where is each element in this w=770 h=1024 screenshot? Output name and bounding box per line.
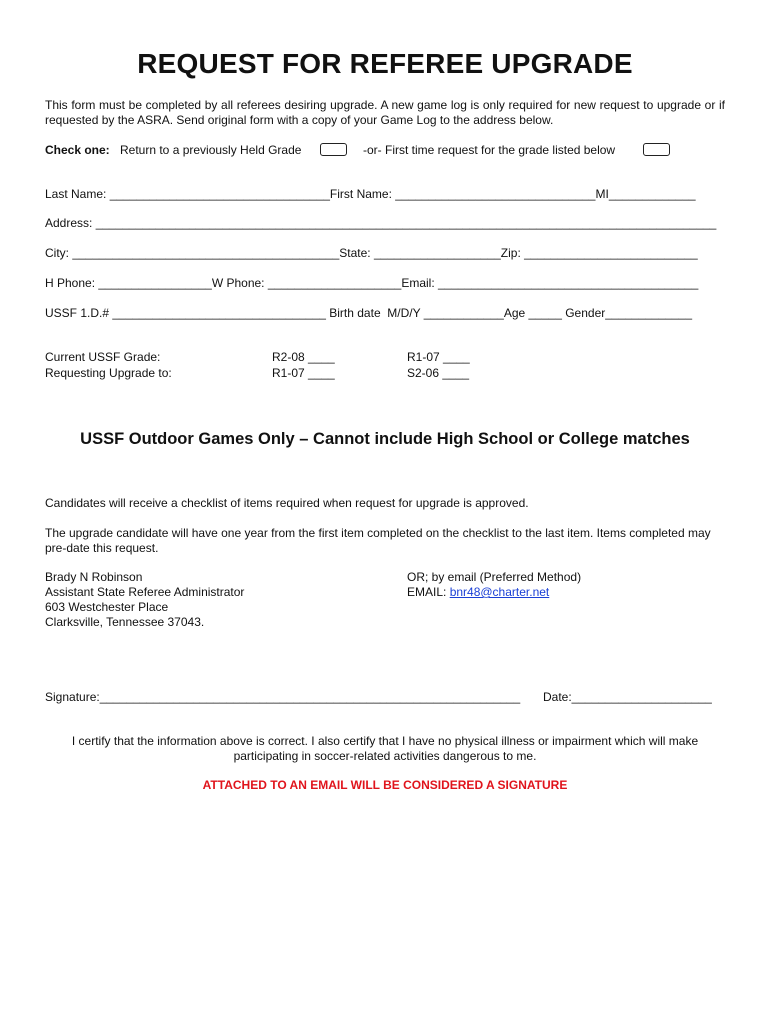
timeline-paragraph: The upgrade candidate will have one year from the first item completed on the checklist to the last item. Items completed may pre-date this request.: [45, 526, 711, 555]
certification-text: I certify that the information above is correct. I also certify that I have no physical illness or impairment which will make participating in soccer-related activities dangerous to me.: [71, 734, 699, 763]
checklist-paragraph: Candidates will receive a checklist of items required when request for upgrade is approved.: [45, 496, 529, 510]
email-method-text: OR; by email (Preferred Method): [407, 570, 582, 584]
check-one-row: [45, 141, 725, 159]
return-previous-grade-checkbox[interactable]: [320, 143, 347, 156]
intro-text: This form must be completed by all referees desiring upgrade. A new game log is only required for new request to upgrade or if requested by the ASRA. Send original form with a copy of your Game Log to the address below.: [45, 98, 725, 127]
first-time-request-checkbox[interactable]: [643, 143, 670, 156]
email-link[interactable]: bnr48@charter.net: [449, 585, 550, 599]
address-city: Clarksville, Tennessee 37043.: [45, 615, 205, 629]
page-title: REQUEST FOR REFEREE UPGRADE: [137, 48, 633, 79]
grade-option-r1-07-b[interactable]: R1-07 ____: [407, 350, 470, 364]
grade-option-r2-08[interactable]: R2-08 ____: [272, 350, 335, 364]
requesting-upgrade-label: Requesting Upgrade to:: [45, 366, 172, 380]
date-field[interactable]: Date:_____________________: [543, 690, 712, 704]
email-line: [407, 585, 581, 600]
name-field-line[interactable]: Last Name: _________________________________First Name: ______________________________MI_____________: [45, 187, 696, 201]
city-state-zip-field-line[interactable]: City: ________________________________________State: ___________________Zip: __________________________: [45, 246, 698, 260]
phone-email-field-line[interactable]: H Phone: _________________W Phone: ____________________Email: _______________________________________: [45, 276, 699, 290]
grade-option-r1-07-a[interactable]: R1-07 ____: [272, 366, 335, 380]
address-name: Brady N Robinson: [45, 570, 143, 584]
address-street: 603 Westchester Place: [45, 600, 169, 614]
email-signature-notice: ATTACHED TO AN EMAIL WILL BE CONSIDERED A SIGNATURE: [202, 778, 568, 792]
ussf-id-birth-field-line[interactable]: USSF 1.D.# ________________________________ Birth date M/D/Y ____________Age _____ Gender_____________: [45, 306, 692, 320]
signature-field[interactable]: Signature:_______________________________________________________________: [45, 690, 521, 704]
current-grade-label: Current USSF Grade:: [45, 350, 161, 364]
email-label: EMAIL:: [407, 585, 450, 599]
email-block: [407, 570, 581, 600]
mailing-address: [45, 570, 244, 630]
option-first-time-label: -or- First time request for the grade listed below: [363, 143, 616, 157]
section-heading: USSF Outdoor Games Only – Cannot include High School or College matches: [80, 430, 690, 448]
address-field-line[interactable]: Address: _____________________________________________________________________________________________: [45, 216, 717, 230]
check-one-label: Check one:: [45, 143, 110, 157]
grade-option-s2-06[interactable]: S2-06 ____: [407, 366, 470, 380]
option-return-label: Return to a previously Held Grade: [120, 143, 302, 157]
address-role: Assistant State Referee Administrator: [45, 585, 245, 599]
